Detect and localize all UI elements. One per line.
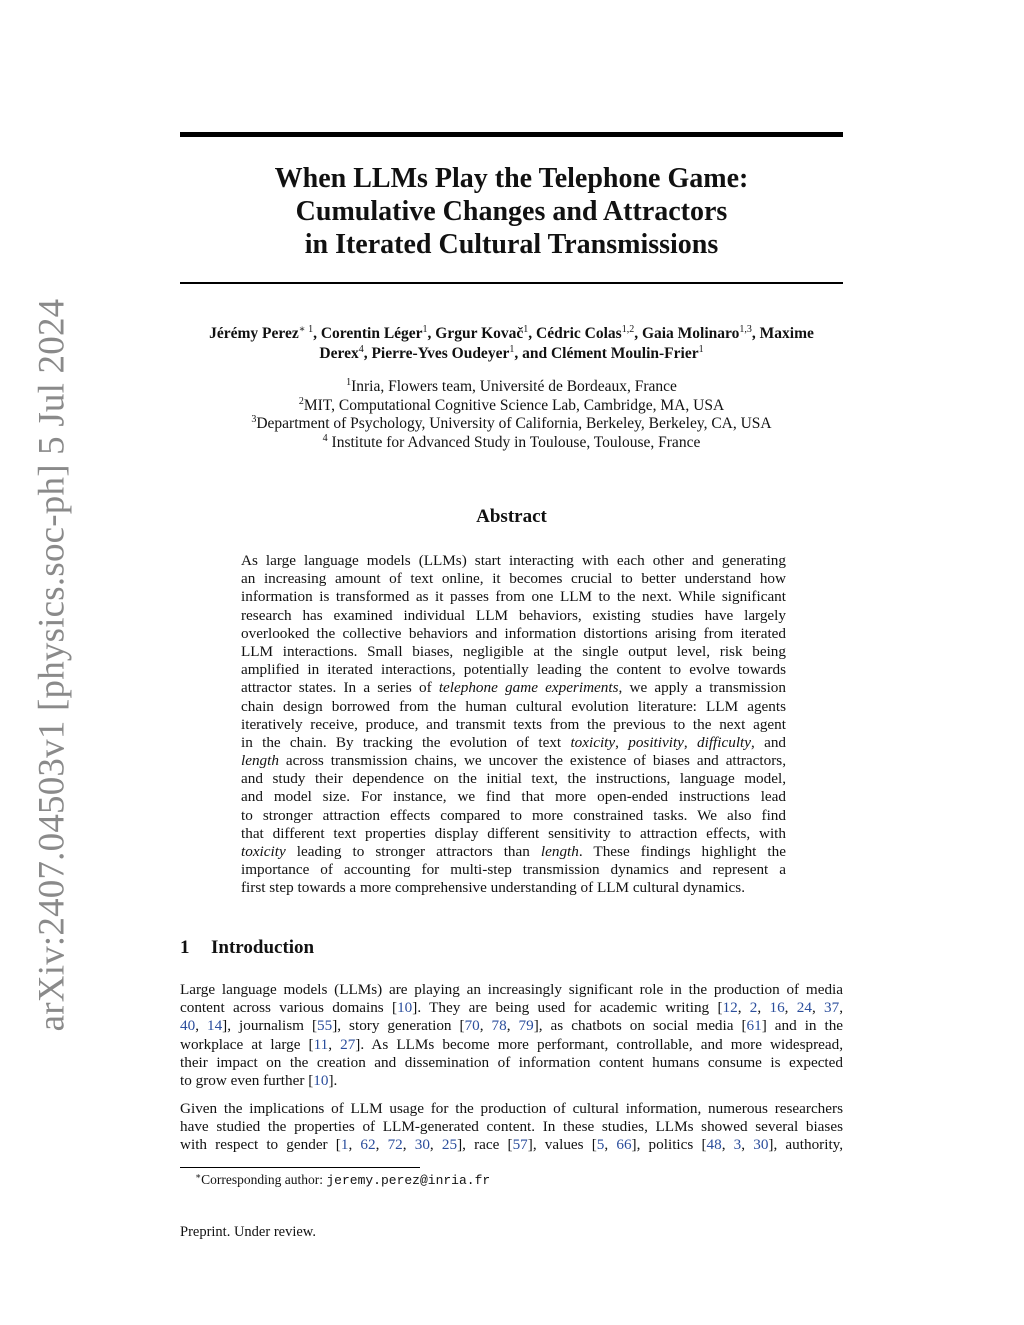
- abstract-line: [241, 752, 786, 770]
- italic-term: length: [241, 752, 279, 770]
- author-affiliation-marker: 1: [523, 324, 529, 335]
- text-run: ], journalism [: [222, 1017, 318, 1035]
- text-run: ,: [615, 733, 629, 751]
- affiliation-text: Department of Psychology, University of California, Berkeley, Berkeley, CA, USA: [256, 415, 772, 432]
- affiliation-line: [180, 397, 843, 416]
- text-run: with respect to gender [: [180, 1136, 341, 1154]
- text-run: ,: [348, 1136, 361, 1154]
- text-run: ] and in the: [761, 1017, 843, 1035]
- author-affiliation-marker: 1: [698, 344, 704, 355]
- footnote-marker: ∗: [195, 1171, 202, 1181]
- abstract-line: [241, 625, 786, 643]
- abstract-line: [241, 788, 786, 806]
- affiliation-marker: 2: [298, 395, 304, 407]
- text-run: ,: [683, 733, 698, 751]
- abstract-line: [241, 825, 786, 843]
- text-run: ], story generation [: [332, 1017, 465, 1035]
- citation-link[interactable]: 1: [340, 1136, 349, 1154]
- citation-link[interactable]: 11: [313, 1035, 329, 1053]
- italic-term: telephone game experiments: [438, 679, 619, 697]
- affiliation-list: [180, 378, 843, 452]
- citation-link[interactable]: 37: [824, 999, 840, 1017]
- abstract-line: [241, 552, 786, 570]
- section-heading-introduction: [180, 937, 314, 959]
- citation-link[interactable]: 79: [518, 1017, 534, 1035]
- text-run: ], politics [: [631, 1136, 707, 1154]
- intro-p2-line: [180, 1100, 843, 1118]
- text-run: ,: [839, 999, 843, 1017]
- text-run: ,: [737, 999, 750, 1017]
- text-run: workplace at large [: [180, 1035, 314, 1053]
- preprint-notice: Preprint. Under review.: [180, 1224, 316, 1240]
- citation-link[interactable]: 10: [313, 1071, 329, 1089]
- text-run: leading to stronger attractors than: [285, 843, 541, 860]
- text-run: , and: [751, 733, 786, 751]
- text-run: first step towards a more comprehensive understanding of LLM cultural dynamics.: [241, 879, 746, 897]
- title-bottom-rule: [180, 282, 843, 284]
- intro-p1-line: [180, 1054, 843, 1072]
- abstract-line: [241, 734, 786, 752]
- title-top-rule: [180, 132, 843, 137]
- author-name: Cédric Colas: [536, 325, 622, 342]
- citation-link[interactable]: 10: [397, 999, 413, 1017]
- text-run: information is transformed as it passes from one LLM to the next. While significant: [241, 588, 786, 606]
- affiliation-marker: 1: [346, 377, 352, 388]
- text-run: attractor states. In a series of: [241, 679, 439, 697]
- author-name-part: Maxime: [759, 325, 814, 342]
- text-run: an increasing amount of text online, it becomes crucial to better understand how: [241, 570, 786, 588]
- author-name: Jérémy Perez: [209, 325, 299, 342]
- text-run: their impact on the creation and dissemination of information content humans consume is expected: [180, 1053, 843, 1071]
- footnote: [195, 1172, 490, 1188]
- italic-term: toxicity: [570, 733, 616, 751]
- citation-link[interactable]: 62: [360, 1136, 376, 1154]
- author-name: Gaia Molinaro: [641, 325, 740, 342]
- text-run: ,: [811, 999, 825, 1017]
- title-line: When LLMs Play the Telephone Game:: [274, 163, 749, 194]
- citation-link[interactable]: 70: [464, 1017, 480, 1035]
- citation-link[interactable]: 5: [596, 1136, 605, 1154]
- section-title: Introduction: [211, 937, 315, 958]
- abstract-line: [241, 716, 786, 734]
- citation-link[interactable]: 30: [753, 1136, 769, 1154]
- abstract-body: [241, 552, 786, 898]
- text-run: and study their dependence on the initial text, the instructions, language model,: [241, 770, 786, 788]
- author-line: Derex$^4$, Pierre-Yves Oudeyer$^1$, and Clément Moulin-Frier$^1$: [319, 344, 704, 362]
- text-run: across transmission chains, we uncover the existence of biases and attractors,: [278, 752, 786, 770]
- intro-paragraph-1: [180, 981, 843, 1090]
- text-run: Large language models (LLMs) are playing an increasingly significant role in the production of media: [180, 981, 843, 998]
- citation-link[interactable]: 16: [769, 999, 785, 1017]
- citation-link[interactable]: 61: [746, 1017, 762, 1035]
- citation-link[interactable]: 78: [491, 1017, 507, 1035]
- author-name: Pierre-Yves Oudeyer: [371, 345, 510, 362]
- text-run: ,: [402, 1136, 415, 1154]
- affiliation-text: Inria, Flowers team, Université de Bordeaux, France: [351, 378, 677, 395]
- text-run: Given the implications of LLM usage for the production of cultural information, numerous researchers: [180, 1100, 843, 1117]
- text-run: ]. They are being used for academic writing [: [412, 999, 723, 1017]
- citation-link[interactable]: 57: [512, 1136, 528, 1154]
- text-run: ,: [784, 999, 797, 1017]
- intro-p1-line: [180, 1017, 843, 1035]
- affiliation-text: MIT, Computational Cognitive Science Lab, Cambridge, MA, USA: [303, 396, 725, 414]
- text-run: ,: [741, 1136, 754, 1154]
- text-run: ,: [375, 1136, 388, 1154]
- citation-link[interactable]: 30: [414, 1136, 430, 1154]
- text-run: and model size. For instance, we find that more open-ended instructions lead: [241, 788, 786, 806]
- text-run: research has examined individual LLM behaviors, existing studies have largely: [241, 606, 786, 624]
- text-run: to grow even further [: [180, 1071, 314, 1089]
- abstract-line: [241, 588, 786, 606]
- citation-link[interactable]: 24: [796, 999, 812, 1017]
- citation-link[interactable]: 55: [317, 1017, 333, 1035]
- citation-link[interactable]: 14: [206, 1017, 223, 1035]
- affiliation-text: Institute for Advanced Study in Toulouse, Toulouse, France: [327, 433, 701, 451]
- author-line: Jérémy Perez$^{∗ 1}$, Corentin Léger$^1$, Grgur Kovač$^1$, Cédric Colas$^{1,2}$, Gaia Molinaro$^{1,3}$, Maxime: [209, 324, 814, 342]
- author-name: Clément Moulin-Frier: [550, 345, 699, 362]
- abstract-line: [241, 643, 786, 661]
- intro-p1-line: [180, 999, 843, 1017]
- title-line: Cumulative Changes and Attractors: [295, 196, 728, 227]
- abstract-line: [241, 770, 786, 788]
- author-affiliation-marker: 1: [422, 324, 428, 335]
- abstract-line: [241, 679, 786, 697]
- abstract-line: [241, 861, 786, 879]
- text-run: to stronger attraction effects compared to more constrained tasks. We also find: [241, 806, 786, 824]
- citation-link[interactable]: 66: [616, 1136, 632, 1154]
- text-run: ,: [479, 1017, 492, 1035]
- author-affiliation-marker: 4: [358, 344, 364, 355]
- text-run: ,: [604, 1136, 617, 1154]
- arxiv-identifier-stamp: arXiv:2407.04503v1 [physics.soc-ph] 5 Jul 2024: [31, 298, 73, 1032]
- intro-p2-line: [180, 1136, 843, 1154]
- abstract-line: [241, 879, 786, 897]
- text-run: that different text properties display different sensitivity to attraction effects, with: [241, 824, 786, 842]
- title-line: in Iterated Cultural Transmissions: [304, 229, 719, 260]
- intro-p1-line: [180, 1072, 843, 1090]
- text-run: chain design borrowed from the human cultural evolution literature: LLM agents: [241, 697, 786, 715]
- abstract-line: [241, 661, 786, 679]
- text-run: As large language models (LLMs) start interacting with each other and generating: [241, 552, 786, 569]
- citation-link[interactable]: 3: [733, 1136, 742, 1154]
- intro-p1-line: [180, 981, 843, 999]
- text-run: iteratively receive, produce, and transmit texts from the previous to the next agent: [241, 715, 786, 733]
- affiliation-line: [180, 415, 843, 434]
- italic-term: difficulty: [697, 733, 752, 751]
- text-run: ,: [195, 1017, 207, 1035]
- citation-link[interactable]: 25: [441, 1136, 458, 1154]
- abstract-line: [241, 807, 786, 825]
- text-run: ]. As LLMs become more performant, controllable, and more widespread,: [355, 1035, 843, 1053]
- author-name-part: Derex: [319, 345, 359, 362]
- text-run: ], values [: [527, 1136, 597, 1154]
- author-name: Corentin Léger: [320, 325, 423, 342]
- text-run: ], race [: [457, 1136, 513, 1154]
- abstract-line: [241, 570, 786, 588]
- abstract-heading: Abstract: [476, 506, 547, 527]
- abstract-line: [241, 607, 786, 625]
- text-run: LLM interactions. Small biases, negligible at the single output level, risk being: [241, 642, 786, 660]
- text-run: content across various domains [: [180, 999, 398, 1017]
- intro-p1-line: [180, 1036, 843, 1054]
- author-affiliation-marker: 1: [509, 344, 515, 355]
- author-affiliation-marker: 1,2: [621, 324, 635, 335]
- text-run: ,: [506, 1017, 519, 1035]
- italic-term: toxicity: [241, 843, 286, 860]
- author-name: Grgur Kovač: [435, 325, 524, 342]
- footnote-email[interactable]: jeremy.perez@inria.fr: [326, 1173, 491, 1188]
- text-run: overlooked the collective behaviors and information distortions arising from iterated: [241, 624, 786, 642]
- citation-link[interactable]: 40: [180, 1017, 196, 1035]
- text-run: ,: [721, 1136, 734, 1154]
- affiliation-line: [180, 434, 843, 453]
- affiliation-marker: 3: [251, 414, 257, 425]
- footnote-text: Corresponding author:: [201, 1172, 327, 1187]
- affiliation-marker: 4: [322, 432, 328, 444]
- text-run: ], authority,: [768, 1136, 843, 1154]
- section-number: 1: [180, 937, 190, 958]
- footnote-rule: [180, 1167, 420, 1168]
- text-run: ,: [757, 999, 770, 1017]
- author-list: [180, 324, 843, 364]
- italic-term: length: [540, 843, 579, 860]
- citation-link[interactable]: 2: [749, 999, 758, 1017]
- text-run: ], as chatbots on social media [: [533, 1017, 747, 1035]
- text-run: . These findings highlight the: [578, 843, 786, 860]
- text-run: ].: [328, 1071, 338, 1089]
- text-run: ,: [328, 1035, 341, 1053]
- author-conjunction: and: [522, 345, 548, 362]
- text-run: , we apply a transmission: [618, 679, 786, 697]
- text-run: importance of accounting for multi-step transmission dynamics and represent a: [241, 861, 786, 879]
- author-affiliation-marker: 1,3: [739, 324, 752, 335]
- citation-link[interactable]: 48: [706, 1136, 722, 1154]
- text-run: amplified in iterated interactions, potentially leading the content to evolve towards: [241, 661, 786, 679]
- affiliation-line: [180, 378, 843, 397]
- abstract-line: [241, 843, 786, 861]
- text-run: in the chain. By tracking the evolution of text: [241, 733, 571, 751]
- citation-link[interactable]: 12: [722, 999, 738, 1017]
- text-run: have studied the properties of LLM-generated content. In these studies, LLMs showed several biases: [180, 1118, 843, 1136]
- intro-paragraph-2: [180, 1100, 843, 1155]
- abstract-line: [241, 698, 786, 716]
- citation-link[interactable]: 72: [387, 1136, 403, 1154]
- text-run: ,: [429, 1136, 442, 1154]
- author-affiliation-marker: ∗ 1: [298, 324, 314, 335]
- citation-link[interactable]: 27: [340, 1035, 356, 1053]
- paper-title: [180, 162, 843, 261]
- italic-term: positivity: [628, 733, 684, 751]
- intro-p2-line: [180, 1118, 843, 1136]
